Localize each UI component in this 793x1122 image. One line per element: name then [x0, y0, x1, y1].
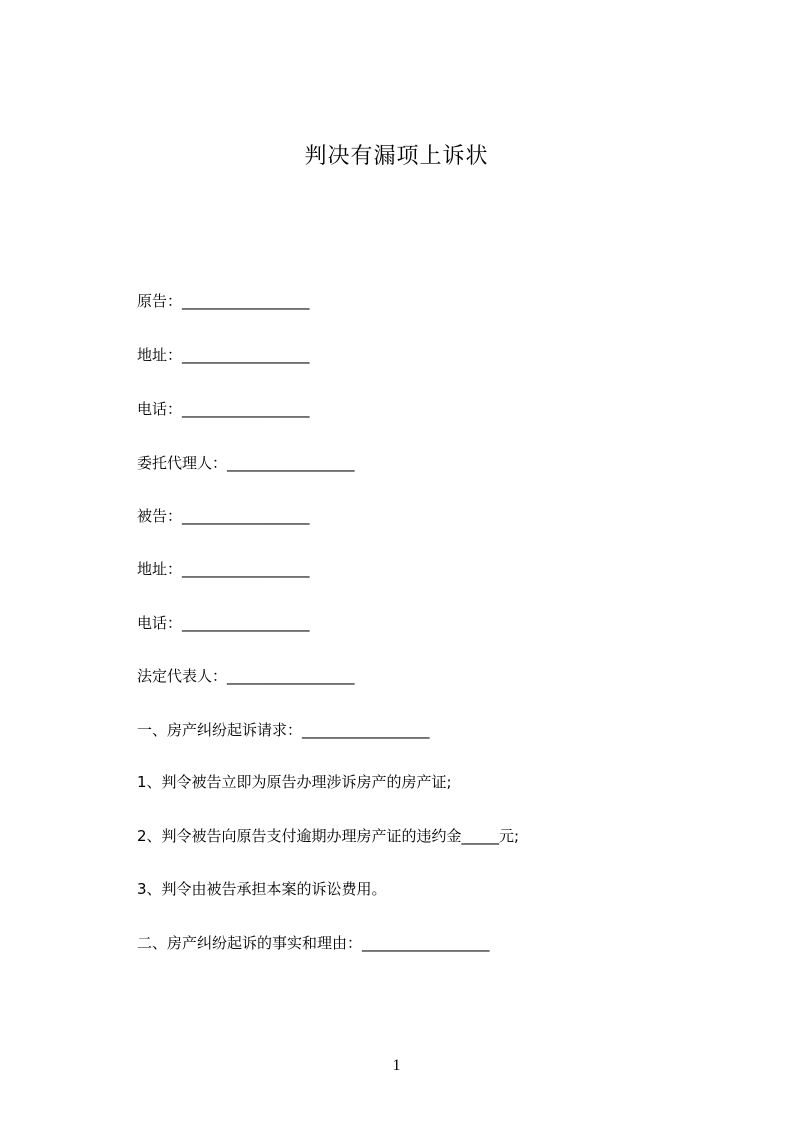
- legal-representative-line: 法定代表人：_________________: [137, 667, 355, 685]
- plaintiff-line: 原告：_________________: [137, 292, 310, 310]
- plaintiff-phone-line: 电话：_________________: [137, 400, 310, 418]
- defendant-address-line: 地址：_________________: [137, 560, 310, 578]
- defendant-phone-line: 电话：_________________: [137, 614, 310, 632]
- facts-heading: 二、房产纠纷起诉的事实和理由：_________________: [137, 934, 490, 952]
- claim-item-2: 2、判令被告向原告支付逾期办理房产证的违约金_____元;: [137, 827, 520, 845]
- claim-item-3: 3、判令由被告承担本案的诉讼费用。: [137, 880, 387, 898]
- defendant-line: 被告：_________________: [137, 507, 310, 525]
- claims-heading: 一、房产纠纷起诉请求：_________________: [137, 721, 430, 739]
- plaintiff-address-line: 地址：_________________: [137, 346, 310, 364]
- claim-item-1: 1、判令被告立即为原告办理涉诉房产的房产证;: [137, 773, 452, 791]
- agent-line: 委托代理人：_________________: [137, 454, 355, 472]
- page-number: 1: [392, 1057, 401, 1074]
- page-title: 判决有漏项上诉状: [304, 144, 489, 169]
